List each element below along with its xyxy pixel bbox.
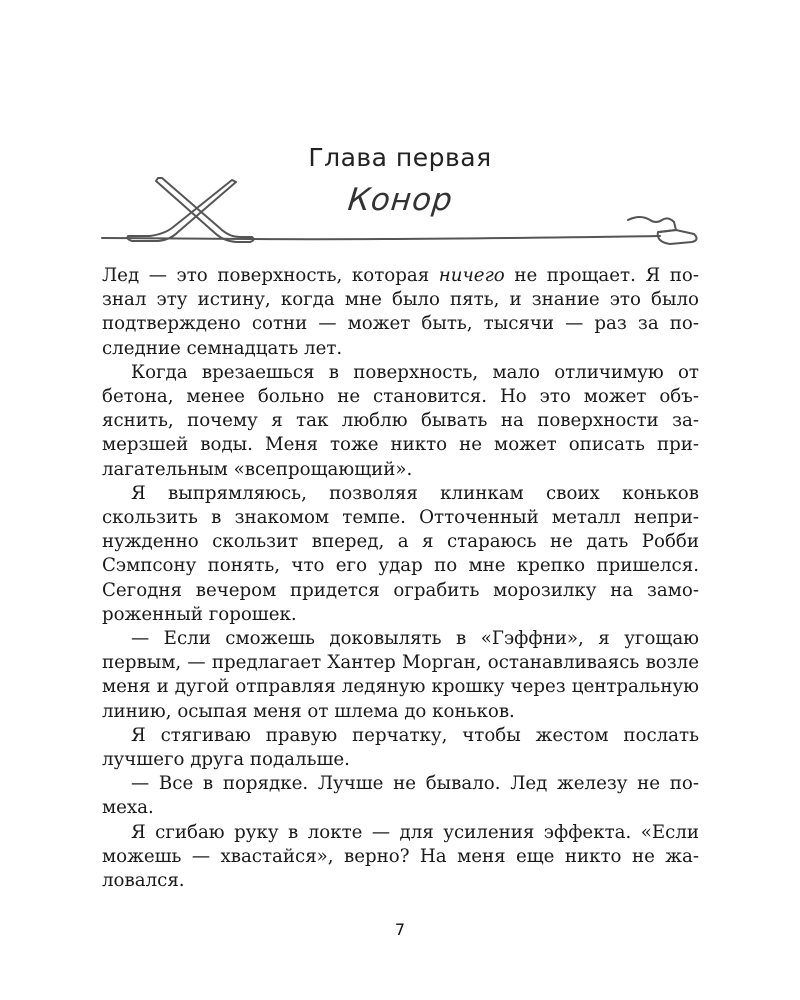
paragraph-6: — Все в порядке. Лучше не бывало. Лед железу не помеха. <box>102 773 699 819</box>
right-stick <box>628 217 676 232</box>
paragraph-2: Когда врезаешься в поверхность, мало отличимую от бетона, менее больно не становится. Но это может объяснить, почему я так люблю бывать на поверхности замерзшей воды. Меня тоже никто не может описать прилагательным «всепрощающий». <box>102 361 699 480</box>
chapter-title: Глава первая <box>308 143 492 172</box>
left-stick-2 <box>128 180 237 241</box>
chapter-body <box>102 264 699 893</box>
paragraph-1-after: не прощает. Я познал эту истину, когда мне было пять, и знание это было подтверждено сотни — может быть, тысячи — раз за последние семнадцать лет. <box>102 265 699 359</box>
paragraph-5: Я стягиваю правую перчатку, чтобы жестом послать лучшего друга подальше. <box>102 724 699 771</box>
paragraph-1-before: Лед — это поверхность, которая <box>102 265 439 286</box>
paragraph-7: Я сгибаю руку в локте — для усиления эффекта. «Если можешь — хвастайся», верно? На меня еще никто не жаловался. <box>102 821 699 892</box>
page-number: 7 <box>394 920 406 939</box>
paragraph-3: Я выпрямляюсь, позволяя клинкам своих коньков скользить в знакомом темпе. Отточенный металл непринужденно скользит вперед, а я стараюсь не дать Робби Сэмпсону понять, что его удар по мне крепко пришелся. Сегодня вечером придется ограбить морозилку на замороженный горошек. <box>102 482 699 625</box>
chapter-name: Конор <box>346 182 455 218</box>
ornament-baseline <box>102 236 660 239</box>
paragraph-4: — Если сможешь доковылять в «Гэффни», я угощаю первым, — предлагает Хантер Морган, останавливаясь возле меня и дугой отправляя ледяную крошку через центральную линию, осыпая меня от шлема до коньков. <box>102 628 699 722</box>
paragraph-1 <box>102 264 699 361</box>
right-stick-blade <box>658 230 697 244</box>
paragraph-1-emphasis: ничего <box>438 265 505 286</box>
